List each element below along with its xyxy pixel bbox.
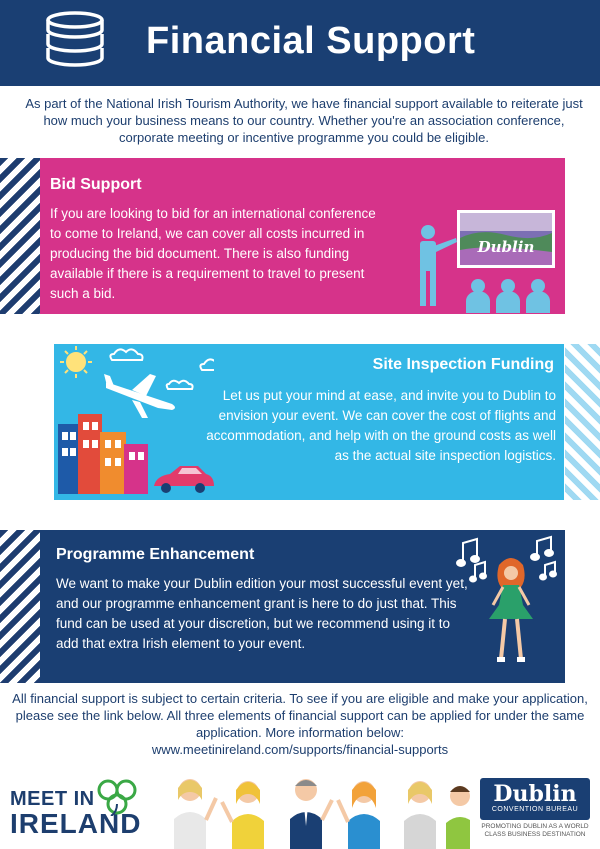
decorative-stripes (0, 530, 40, 683)
presentation-illustration (410, 208, 560, 313)
decorative-stripes (0, 158, 40, 314)
criteria-text: All financial support is subject to certain criteria. To see if you are eligible and make your application, please see the link below. All three elements of financial support can be applied for under the same application. More information below: (12, 691, 588, 740)
page-header (0, 0, 600, 86)
airplane-icon (104, 374, 175, 418)
meet-in-ireland-logo (10, 780, 170, 840)
section-title: Site Inspection Funding (372, 356, 554, 373)
logo-tagline-line1: PROMOTING DUBLIN AS A WORLD (481, 823, 589, 830)
page-title: Financial Support (146, 20, 476, 62)
people-illustration (160, 770, 470, 849)
section-body: Let us put your mind at ease, and invite you to Dublin to envision your event. We can cover the cost of flights and accommodation, and help with on the ground costs as well as the actual site inspection logistics. (206, 388, 556, 463)
travel-illustration (54, 344, 214, 500)
shamrock-icon (94, 776, 140, 816)
logo-name: Dublin (493, 781, 577, 807)
logo-text-line2: IRELAND (10, 808, 142, 839)
logo-tagline (480, 823, 590, 839)
logo-text-line1: MEET IN (10, 788, 95, 810)
site-inspection-card (54, 344, 564, 500)
bid-support-card (40, 158, 565, 314)
section-body: If you are looking to bid for an international conference to come to Ireland, we can cover all costs incurred in producing the bid document. There is also funding available if there is a requirement to travel to present such a bid. (50, 206, 376, 301)
footer-text (10, 690, 590, 758)
irish-dancer-illustration (455, 535, 565, 680)
decorative-stripes (565, 344, 600, 500)
logo-subtitle: CONVENTION BUREAU (491, 806, 579, 813)
car-icon (154, 466, 214, 493)
logo-tagline-line2: CLASS BUSINESS DESTINATION (484, 831, 586, 838)
section-body: We want to make your Dublin edition your most successful event yet, and our programme enhancement grant is here to do just that. This fund can be used at your discretion, but we recommend using it to add that extra Irish element to your event. (56, 576, 468, 651)
financial-supports-link[interactable]: www.meetinireland.com/supports/financial-supports (151, 742, 449, 757)
coin-stack-icon (44, 10, 106, 76)
screen-text: Dublin (477, 238, 535, 256)
intro-text: As part of the National Irish Tourism Authority, we have financial support available to reiterate just how much your business means to our country. Whether you're an association conference, corporate meeting or incentive programme you could be eligible. (25, 96, 583, 145)
section-title: Bid Support (50, 176, 142, 193)
programme-enhancement-card (40, 530, 565, 683)
section-title: Programme Enhancement (56, 546, 255, 563)
sun-icon (60, 346, 92, 378)
dublin-convention-bureau-logo (480, 778, 590, 842)
